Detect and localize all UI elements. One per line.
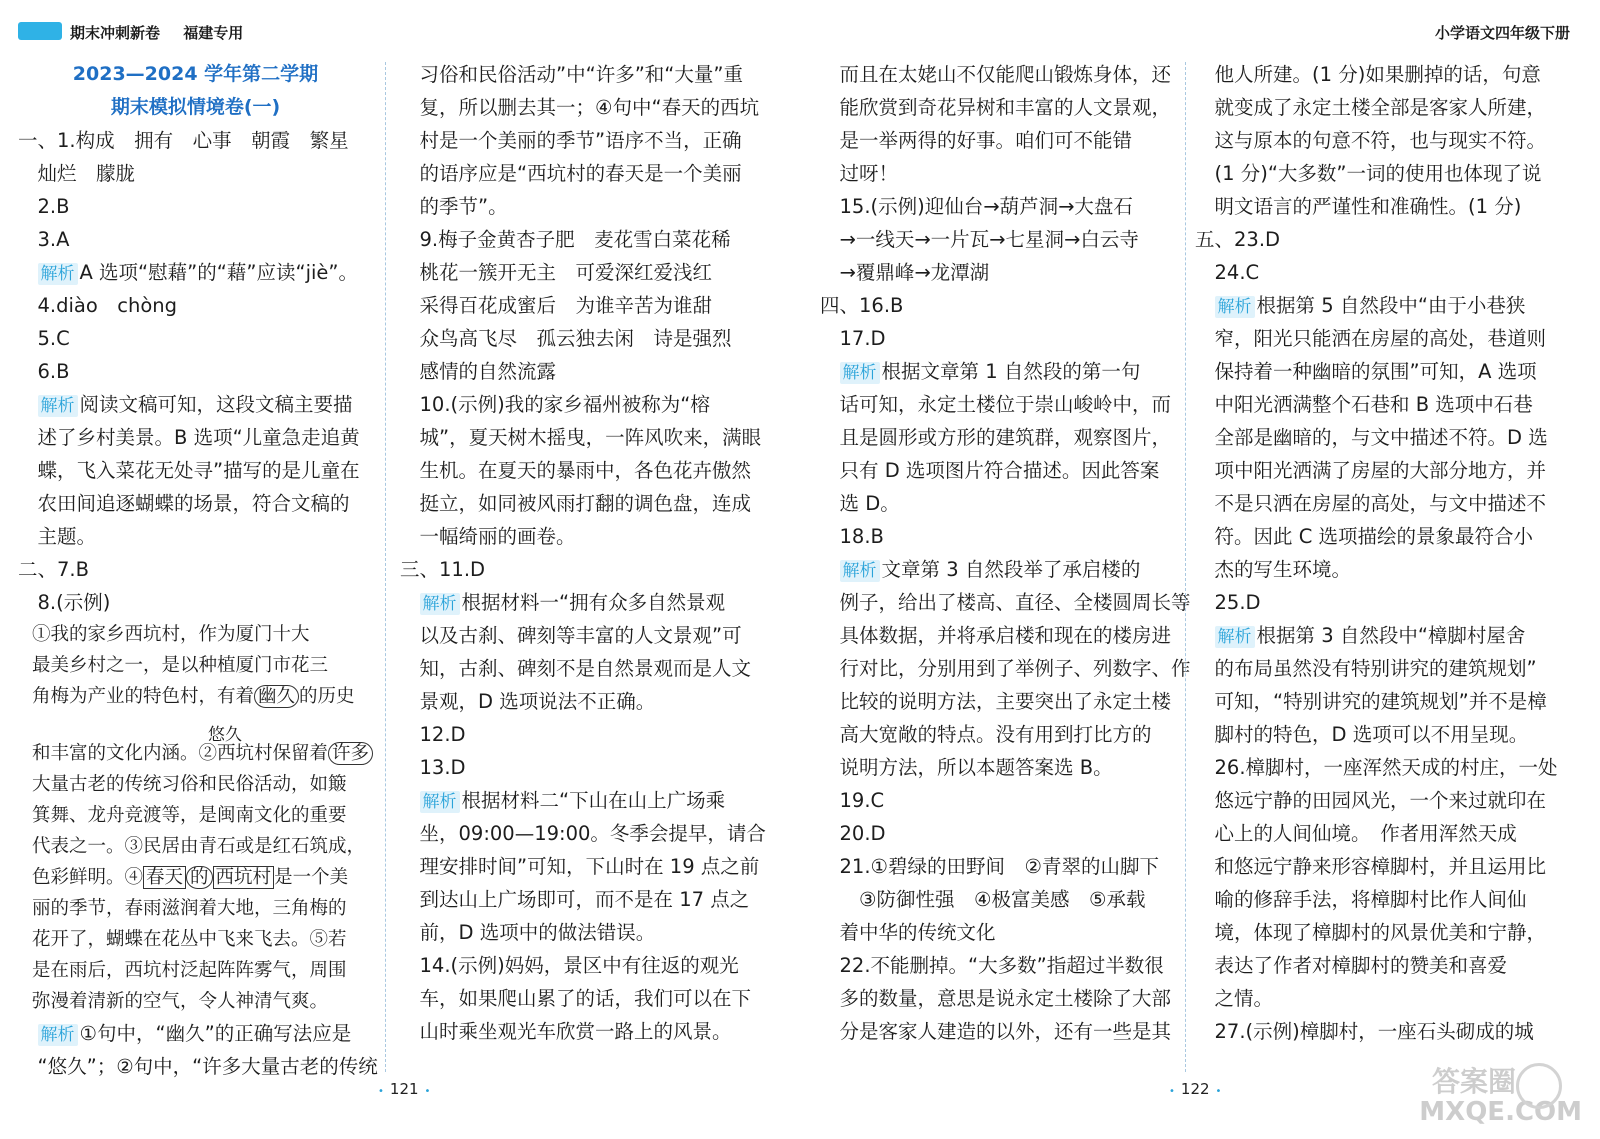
column-1 <box>18 58 378 1083</box>
circled-error: 许多 <box>328 742 373 765</box>
answer-line: 灿烂 朦胧 <box>18 162 136 185</box>
answer-line: 4.diào chòng <box>18 294 178 317</box>
boxed-word: 春天 <box>143 866 186 889</box>
brand-logo <box>18 22 62 40</box>
column-3: 而且在太姥山不仅能爬山锻炼身体，还 能欣赏到奇花异树和丰富的人文景观， 是一举两得的好事。咱们可不能错 过呀！ 15.(示例)迎仙台→葫芦洞→大盘石 →一线天→一片瓦→七星洞→白云寺 →覆鼎峰→龙潭湖 四、16.B 17.D 解析 根据文章第 1 自然段的第一句 话可知，永定土楼位于崇山峻岭中，而 且是圆形或方形的建筑群，观察图片， 只有 D 选项图片符合描述。因此答案 选 D。 18.B 解析 文章第 3 自然段举了承启楼的 例子，给出了楼高、直径、全楼圆周长等 具体数据，并将承启楼和现在的楼房进 行对比，分别用到了举例子、列数字、作 比较的说明方法，主要突出了永定土楼 高大宽敞的特点。没有用到打比方的 说明方法，所以本题答案选 B。 19.C 20.D 21.①碧绿的田野间 ②青翠的山脚下 ③防御性强 ④极富美感 ⑤承载 着中华的传统文化 22.不能删掉。“大多数”指超过半数很 多的数量，意思是说永定土楼除了大部 分是客家人建造的以外，还有一些是其 <box>820 63 1191 1043</box>
answer-line: 二、7.B <box>18 558 89 581</box>
column-4: 他人所建。(1 分)如果删掉的话，句意 就变成了永定土楼全部是客家人所建， 这与原本的句意不符，也与现实不符。 (1 分)“大多数”一词的使用也体现了说 明文语言的严谨性和准确性。(1 分) 五、23.D 24.C 解析 根据第 5 自然段中“由于小巷狭 窄，阳光只能洒在房屋的高处，巷道则 保持着一种幽暗的氛围”可知，A 选项 中阳光洒满整个石巷和 B 选项中石巷 全部是幽暗的，与文中描述不符。D 选 项中阳光洒满了房屋的大部分地方，并 不是只洒在房屋的高处，与文中描述不 符。因此 C 选项描绘的景象最符合小 杰的写生环境。 25.D 解析 根据第 3 自然段中“樟脚村屋舍 的布局虽然没有特别讲究的建筑规划” 可知，“特别讲究的建筑规划”并不是樟 脚村的特色，D 选项可以不用呈现。 26.樟脚村，一座浑然天成的村庄，一处 悠远宁静的田园风光，一个来过就印在 心上的人间仙境。 作者用浑然天成 和悠远宁静来形容樟脚村，并且运用比 喻的修辞手法，将樟脚村比作人间仙 境，体现了樟脚村的风景优美和宁静， 表达了作者对樟脚村的赞美和喜爱 之情。 27.(示例)樟脚村，一座石头砌成的城 <box>1195 63 1558 1043</box>
series-title: 期末冲刺新卷 <box>70 24 161 42</box>
answer-line: “悠久”；②句中，“许多大量古老的传统 <box>18 1055 378 1078</box>
subject-title: 小学语文四年级下册 <box>1434 24 1570 42</box>
analysis-tag: 解析 <box>38 263 78 285</box>
site-watermark: 答案圈 MXQE.COM <box>1419 1065 1582 1127</box>
boxed-word: 西坑村 <box>213 866 275 889</box>
analysis-tag: 解析 <box>1215 626 1255 648</box>
circled-error: 幽久 <box>254 685 299 708</box>
answer-line: 2.B <box>18 195 70 218</box>
watermark-circle-icon <box>1516 1063 1562 1109</box>
answer-line: 解析 A 选项“慰藉”的“藉”应读“jiè”。 <box>18 256 373 289</box>
answer-line: 3.A <box>18 228 70 251</box>
analysis-tag: 解析 <box>420 593 460 615</box>
handwritten-passage: ①我的家乡西坑村，作为厦门十大 最美乡村之一，是以种植厦门市花三 角梅为产业的特色村，有着 幽久 的历史 和丰富的文化内涵。②西坑村保留着 许多 大量古老的传统习俗和民俗活动，如簸 箕舞、龙舟竞渡等，是闽南文化的重要 代表之一。③民居由青石或是红石筑成， 色彩鲜明。④ 春天 的 西坑村 是一个美 丽的季节，春雨滋润着大地，三角梅的 花开了，蝴蝶在花丛中飞来飞去。⑤若 是在雨后，西坑村泛起阵阵雾气，周围 弥漫着清新的空气，令人神清气爽。 <box>18 619 373 1017</box>
page-number-right: • 122 • <box>1163 1080 1227 1098</box>
analysis-tag: 解析 <box>420 791 460 813</box>
exam-title: 2023—2024 学年第二学期 期末模拟情境卷(一) <box>72 63 319 118</box>
answer-line: 一、1.构成 拥有 心事 朝霞 繁星 <box>18 129 349 152</box>
page-number-left: • 121 • <box>372 1080 436 1098</box>
answer-line: 解析 ①句中，“幽久”的正确写法应是 <box>18 1017 373 1050</box>
analysis-tag: 解析 <box>840 560 880 582</box>
answer-line: 解析 阅读文稿可知，这段文稿主要描 <box>18 388 373 421</box>
column-divider <box>1185 62 1186 1072</box>
answer-line: 5.C <box>18 327 70 350</box>
answer-line: 主题。 <box>18 525 97 548</box>
analysis-tag: 解析 <box>1215 296 1255 318</box>
analysis-tag: 解析 <box>38 395 78 417</box>
answer-line: 农田间追逐蝴蝶的场景，符合文稿的 <box>18 492 350 515</box>
header-left <box>70 22 261 43</box>
answer-line: 述了乡村美景。B 选项“儿童急走追黄 <box>18 426 360 449</box>
region-label: 福建专用 <box>183 24 244 42</box>
answer-line: 6.B <box>18 360 70 383</box>
answer-line: 8.(示例) <box>18 591 111 614</box>
analysis-tag: 解析 <box>38 1024 78 1046</box>
answer-line: 蝶，飞入菜花无处寻”描写的是儿童在 <box>18 459 360 482</box>
column-2: 习俗和民俗活动”中“许多”和“大量”重 复，所以删去其一；④句中“春天的西坑 村是一个美丽的季节”语序不当，正确 的语序应是“西坑村的春天是一个美丽 的季节”。 9.梅子金黄杏子肥 麦花雪白菜花稀 桃花一簇开无主 可爱深红爱浅红 采得百花成蜜后 为谁辛苦为谁甜 众鸟高飞尽 孤云独去闲 诗是强烈 感情的自然流露 10.(示例)我的家乡福州被称为“榕 城”，夏天树木摇曳，一阵风吹来，满眼 生机。在夏天的暴雨中，各色花卉傲然 挺立，如同被风雨打翻的调色盘，连成 一幅绮丽的画卷。 三、11.D 解析 根据材料一“拥有众多自然景观 以及古刹、碑刻等丰富的人文景观”可 知，古刹、碑刻不是自然景观而是人文 景观，D 选项说法不正确。 12.D 13.D 解析 根据材料二“下山在山上广场乘 坐，09:00—19:00。冬季会提早，请合 理安排时间”可知，下山时在 19 点之前 到达山上广场即可，而不是在 17 点之 前，D 选项中的做法错误。 14.(示例)妈妈，景区中有往返的观光 车，如果爬山累了的话，我们可以在下 山时乘坐观光车欣赏一路上的风景。 <box>400 63 766 1043</box>
analysis-tag: 解析 <box>840 362 880 384</box>
column-divider <box>385 62 386 1072</box>
page-header <box>0 0 1600 60</box>
correction-annotation: 悠久 <box>208 725 242 745</box>
